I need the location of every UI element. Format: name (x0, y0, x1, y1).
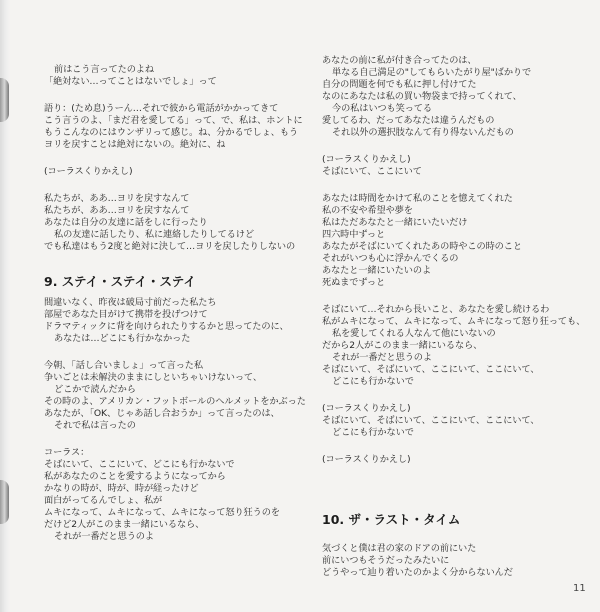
lyric-line: 私はただあなたと一緒にいたいだけ (322, 217, 468, 228)
lyric-line: そばにいて、そばにいて、ここにいて、ここにいて、 (322, 415, 540, 426)
lyric-line: 私たちが、ああ…ヨリを戻すなんて (44, 193, 190, 204)
lyric-line: 前にいつもそうだったみたいに (322, 555, 450, 566)
lyric-line: あなたと一緒にいたいのよ (322, 265, 432, 276)
lyric-line: 今の私はいつも笑ってる (332, 103, 432, 114)
lyric-line: それが一番だと思うのよ (332, 352, 432, 363)
lyric-line: 面白がってるんでしょ、私が (44, 495, 163, 506)
lyric-line: 今朝、「話し合いましょ」って言った私 (44, 360, 203, 371)
lyric-line: どこにも行かないで (332, 376, 414, 387)
lyric-line: 四六時中ずっと (322, 229, 386, 240)
lyric-line: だけど2人がこのまま一緒にいるなら、 (44, 519, 205, 530)
lyric-line: (コーラスくりかえし) (322, 454, 411, 465)
lyric-line: そばにいて、ここにいて (322, 166, 422, 177)
lyric-line: あなたがそばにいてくれたあの時やこの時のこと (322, 241, 522, 252)
lyric-line: こう言うのよ、「まだ君を愛してる」って、で、私は、ホントに (44, 115, 303, 126)
lyric-line: 自分の問題を何でも私に押し付けてた (322, 79, 477, 90)
lyric-line: 私の不安や希望や夢を (322, 205, 413, 216)
lyric-line: その時のよ、アメリカン・フットボールのヘルメットをかぶった (44, 396, 306, 407)
lyric-line: でも私達はもう2度と絶対に決して…ヨリを戻したりしないの (44, 241, 296, 252)
lyric-line: 私を愛してくれる人なんて他にいないの (332, 328, 496, 339)
lyric-line: あなたの前に私が付き合ってたのは、 (322, 55, 477, 66)
lyric-line: ヨリを戻すことは絶対にないの。絶対に、ね (44, 139, 226, 150)
page-number: 11 (573, 583, 586, 594)
lyric-line: それが一番だと思うのよ (54, 531, 154, 542)
lyric-line: そばにいて…それから長いこと、あなたを愛し続けるわ (322, 304, 550, 315)
lyric-line: 愛してるわ、だってあなたは違うんだもの (322, 115, 495, 126)
lyric-line: 語り：(ため息)うーん…それで彼から電話がかかってきて (44, 103, 279, 114)
lyric-line: あなたは…どこにも行かなかった (54, 333, 191, 344)
lyric-line: あなたが、「OK、じゃあ話し合おうか」って言ったのは、 (44, 408, 280, 419)
lyric-line: なのにあなたは私の買い物袋まで持ってくれて、 (322, 91, 522, 102)
lyric-line: コーラス： (44, 447, 90, 458)
lyric-line: かなりの時が、時が、時が経ったけど (44, 483, 199, 494)
lyric-line: どこにも行かないで (332, 427, 414, 438)
lyric-line: 気づくと僕は君の家のドアの前にいた (322, 543, 477, 554)
lyric-line: もうこんなのにはウンザリって感じ。ね、分かるでしょ、もう (44, 127, 298, 138)
song-heading-9: 9. ステイ・ステイ・ステイ (44, 274, 196, 289)
lyric-line: 前はこう言ってたのよね (54, 64, 154, 75)
lyric-line: そばにいて、ここにいて、どこにも行かないで (44, 459, 235, 470)
lyric-line: 死ぬまでずっと (322, 277, 386, 288)
lyric-line: それで私は言ったの (54, 420, 136, 431)
lyric-line: それ以外の選択肢なんて有り得ないんだもの (332, 127, 514, 138)
binder-clip-bottom (0, 480, 9, 524)
lyric-line: 私があなたのことを愛するようになってから (44, 471, 226, 482)
lyric-line: 私の友達に話したり、私に連絡したりしてるけど (54, 229, 254, 240)
lyric-line: どこかで読んだから (54, 384, 136, 395)
lyric-line: そばにいて、そばにいて、ここにいて、ここにいて、 (322, 364, 540, 375)
binder-clip-top (0, 78, 9, 122)
lyric-line: (コーラスくりかえし) (322, 403, 411, 414)
lyric-line: (コーラスくりかえし) (322, 154, 411, 165)
lyric-line: (コーラスくりかえし) (44, 166, 133, 177)
lyric-line: ムキになって、ムキになって、ムキになって怒り狂うのを (44, 507, 280, 518)
lyric-line: 私がムキになって、ムキになって、ムキになって怒り狂っても、 (322, 316, 586, 327)
lyric-line: 単なる自己満足の"してもらいたがり屋"ばかりで (332, 67, 532, 78)
lyric-line: 部屋であなた目がけて携帯を投げつけて (44, 309, 208, 320)
song-heading-10: 10. ザ・ラスト・タイム (322, 512, 461, 527)
lyric-line: 私たちが、ああ…ヨリを戻すなんて (44, 205, 190, 216)
lyric-line: あなたは時間をかけて私のことを憶えてくれた (322, 193, 513, 204)
lyric-line: だから2人がこのまま一緒にいるなら、 (322, 340, 483, 351)
lyric-line: それがいつも心に浮かんでくるの (322, 253, 459, 264)
lyric-line: あなたは自分の友達に話をしに行ったり (44, 217, 208, 228)
lyric-line: 「絶対ない…ってことはないでしょ」って (44, 76, 217, 87)
lyric-line: ドラマティックに背を向けられたりするかと思ってたのに、 (44, 321, 289, 332)
lyric-line: どうやって辿り着いたのかよく分からないんだ (322, 567, 513, 578)
lyric-line: 間違いなく、昨夜は破局寸前だった私たち (44, 297, 217, 308)
lyric-line: 争いごとは未解決のままにしといちゃいけないって、 (44, 372, 262, 383)
